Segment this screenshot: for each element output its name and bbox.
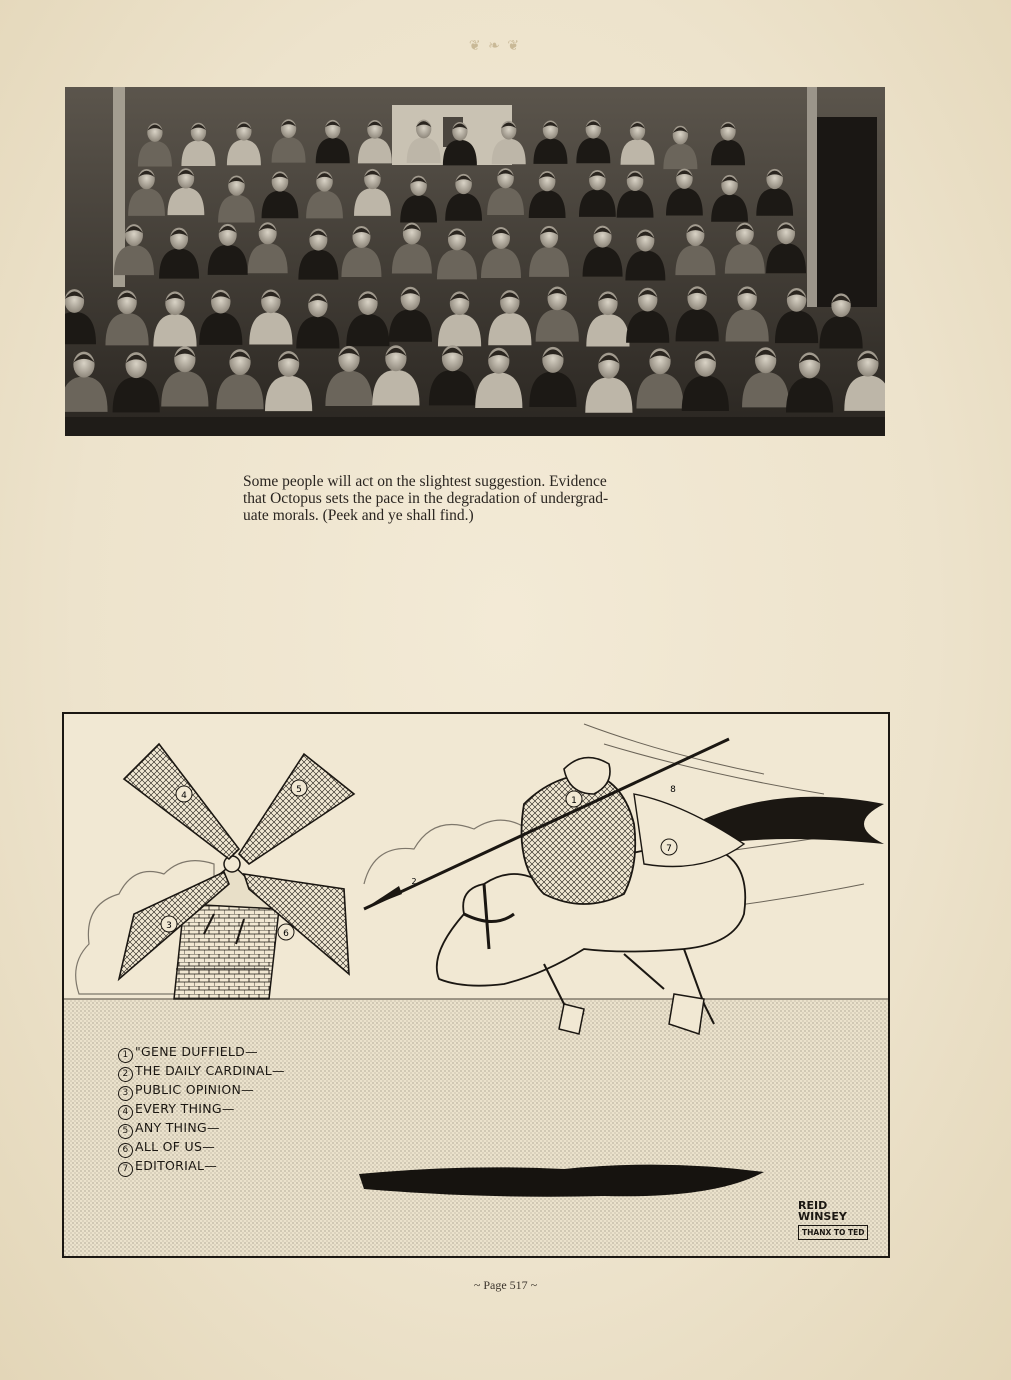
legend-text: ALL OF US—: [135, 1139, 216, 1154]
legend-text: ANY THING—: [135, 1120, 220, 1135]
legend-item: [118, 1158, 285, 1177]
legend-text: PUBLIC OPINION—: [135, 1082, 254, 1097]
blade-label-3: 3: [166, 921, 172, 931]
caption-line-3: uate morals. (Peek and ye shall find.): [243, 507, 474, 524]
legend-item: [118, 1082, 285, 1101]
legend-item: [118, 1139, 285, 1158]
editorial-cartoon: [62, 712, 890, 1258]
photo-caption: [243, 473, 693, 524]
signature-thanks: THANX TO TED: [798, 1225, 868, 1240]
blade-label-5: 5: [296, 785, 302, 795]
caption-line-2: that Octopus sets the pace in the degradation of undergrad-: [243, 490, 609, 507]
legend-text: EVERY THING—: [135, 1101, 235, 1116]
legend-item: [118, 1044, 285, 1063]
legend-item: [118, 1101, 285, 1120]
lance-label-2: 2: [411, 877, 417, 886]
legend-number: 2: [118, 1067, 133, 1082]
legend-text: "GENE DUFFIELD—: [135, 1044, 258, 1059]
rider-label-8: 8: [670, 785, 676, 795]
blade-label-6: 6: [283, 929, 289, 939]
legend-number: 1: [118, 1048, 133, 1063]
caption-line-1: Some people will act on the slightest suggestion. Evidence: [243, 473, 607, 490]
signature-line-2: WINSEY: [798, 1210, 847, 1223]
legend-number: 7: [118, 1162, 133, 1177]
page-number: ~ Page 517 ~: [473, 1278, 538, 1292]
legend-number: 3: [118, 1086, 133, 1101]
legend-number: 5: [118, 1124, 133, 1139]
legend-number: 4: [118, 1105, 133, 1120]
group-photograph: [65, 87, 885, 436]
header-ornament: ❦ ❧ ❦: [468, 39, 522, 54]
legend-item: [118, 1063, 285, 1082]
legend-text: EDITORIAL—: [135, 1158, 218, 1173]
group-photograph-drawing: [65, 87, 885, 436]
knight-on-horse: [364, 739, 884, 1034]
rider-label-1: 1: [571, 796, 577, 806]
artist-signature: [798, 1200, 868, 1240]
legend-text: THE DAILY CARDINAL—: [135, 1063, 285, 1078]
legend-item: [118, 1120, 285, 1139]
cartoon-legend: [118, 1044, 285, 1177]
legend-number: 6: [118, 1143, 133, 1158]
blade-label-4: 4: [181, 791, 187, 801]
signature-line-1: REID: [798, 1199, 828, 1212]
rider-label-7: 7: [666, 844, 672, 854]
